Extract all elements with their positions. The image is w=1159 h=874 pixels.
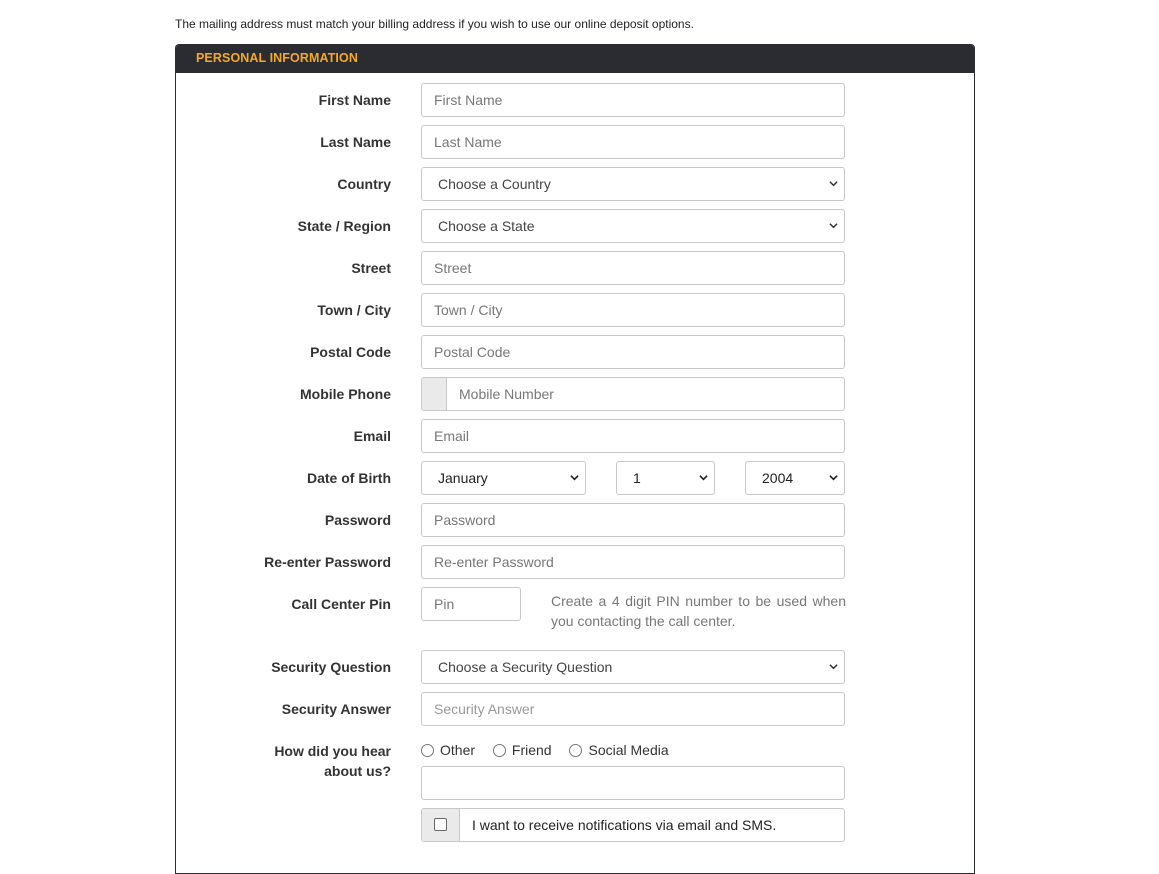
panel-title: PERSONAL INFORMATION — [176, 45, 974, 73]
security-question-value: Choose a Security Question — [438, 659, 613, 675]
dob-year-value: 2004 — [762, 470, 794, 486]
hear-about-radio-group — [421, 742, 683, 760]
radio-social-media-label: Social Media — [588, 742, 669, 758]
pin-input[interactable]: Pin — [421, 587, 521, 621]
billing-notice: The mailing address must match your billing address if you wish to use our online deposit options. — [175, 17, 694, 31]
first-name-label: First Name — [318, 92, 391, 108]
chevron-down-icon — [829, 221, 838, 230]
chevron-down-icon — [829, 179, 838, 188]
personal-information-panel — [175, 44, 975, 874]
street-label: Street — [351, 260, 391, 276]
last-name-input[interactable]: Last Name — [421, 125, 845, 159]
town-label: Town / City — [317, 302, 391, 318]
postal-label: Postal Code — [310, 344, 391, 360]
radio-other[interactable] — [421, 742, 475, 758]
security-question-label: Security Question — [271, 659, 391, 675]
hear-about-label-line1: How did you hear — [274, 743, 391, 759]
repassword-input[interactable]: Re-enter Password — [421, 545, 845, 579]
radio-circle[interactable] — [421, 744, 434, 757]
dob-day-value: 1 — [633, 470, 641, 486]
mobile-label: Mobile Phone — [300, 386, 391, 402]
security-answer-label: Security Answer — [281, 701, 391, 717]
hear-about-label — [191, 742, 391, 780]
state-select[interactable] — [421, 209, 845, 243]
dob-month-value: January — [438, 470, 488, 486]
last-name-label: Last Name — [320, 134, 391, 150]
state-label: State / Region — [297, 218, 391, 234]
dob-month-select[interactable] — [421, 461, 586, 495]
first-name-input[interactable]: First Name — [421, 83, 845, 117]
country-select-value: Choose a Country — [438, 176, 551, 192]
pin-label: Call Center Pin — [291, 596, 391, 612]
town-input[interactable]: Town / City — [421, 293, 845, 327]
radio-other-label: Other — [440, 742, 476, 758]
hear-about-label-line2: about us? — [324, 763, 391, 779]
notifications-group — [421, 808, 845, 842]
notifications-checkbox[interactable] — [434, 818, 447, 831]
password-label: Password — [324, 512, 391, 528]
chevron-down-icon — [570, 473, 579, 482]
hear-about-other-input[interactable] — [421, 766, 845, 800]
dob-label: Date of Birth — [307, 470, 391, 486]
radio-social-media[interactable] — [569, 742, 668, 758]
chevron-down-icon — [829, 662, 838, 671]
radio-friend-label: Friend — [511, 742, 552, 758]
pin-hint: Create a 4 digit PIN number to be used when you contacting the call center. — [551, 593, 846, 629]
country-select[interactable] — [421, 167, 845, 201]
state-select-value: Choose a State — [438, 218, 535, 234]
notifications-checkbox-addon — [422, 809, 460, 841]
radio-friend[interactable] — [493, 742, 552, 758]
postal-input[interactable]: Postal Code — [421, 335, 845, 369]
street-input[interactable]: Street — [421, 251, 845, 285]
notifications-label: I want to receive notifications via email and SMS. — [472, 817, 777, 833]
radio-circle[interactable] — [493, 744, 506, 757]
security-answer-input[interactable]: Security Answer — [421, 692, 845, 726]
password-input[interactable]: Password — [421, 503, 845, 537]
security-question-select[interactable] — [421, 650, 845, 684]
country-label: Country — [337, 176, 391, 192]
phone-country-code-addon[interactable] — [421, 377, 447, 411]
dob-day-select[interactable] — [616, 461, 715, 495]
dob-year-select[interactable] — [745, 461, 845, 495]
chevron-down-icon — [829, 473, 838, 482]
repassword-label: Re-enter Password — [264, 554, 391, 570]
chevron-down-icon — [699, 473, 708, 482]
mobile-input[interactable]: Mobile Number — [446, 377, 845, 411]
email-input[interactable]: Email — [421, 419, 845, 453]
radio-circle[interactable] — [569, 744, 582, 757]
email-label: Email — [353, 428, 391, 444]
